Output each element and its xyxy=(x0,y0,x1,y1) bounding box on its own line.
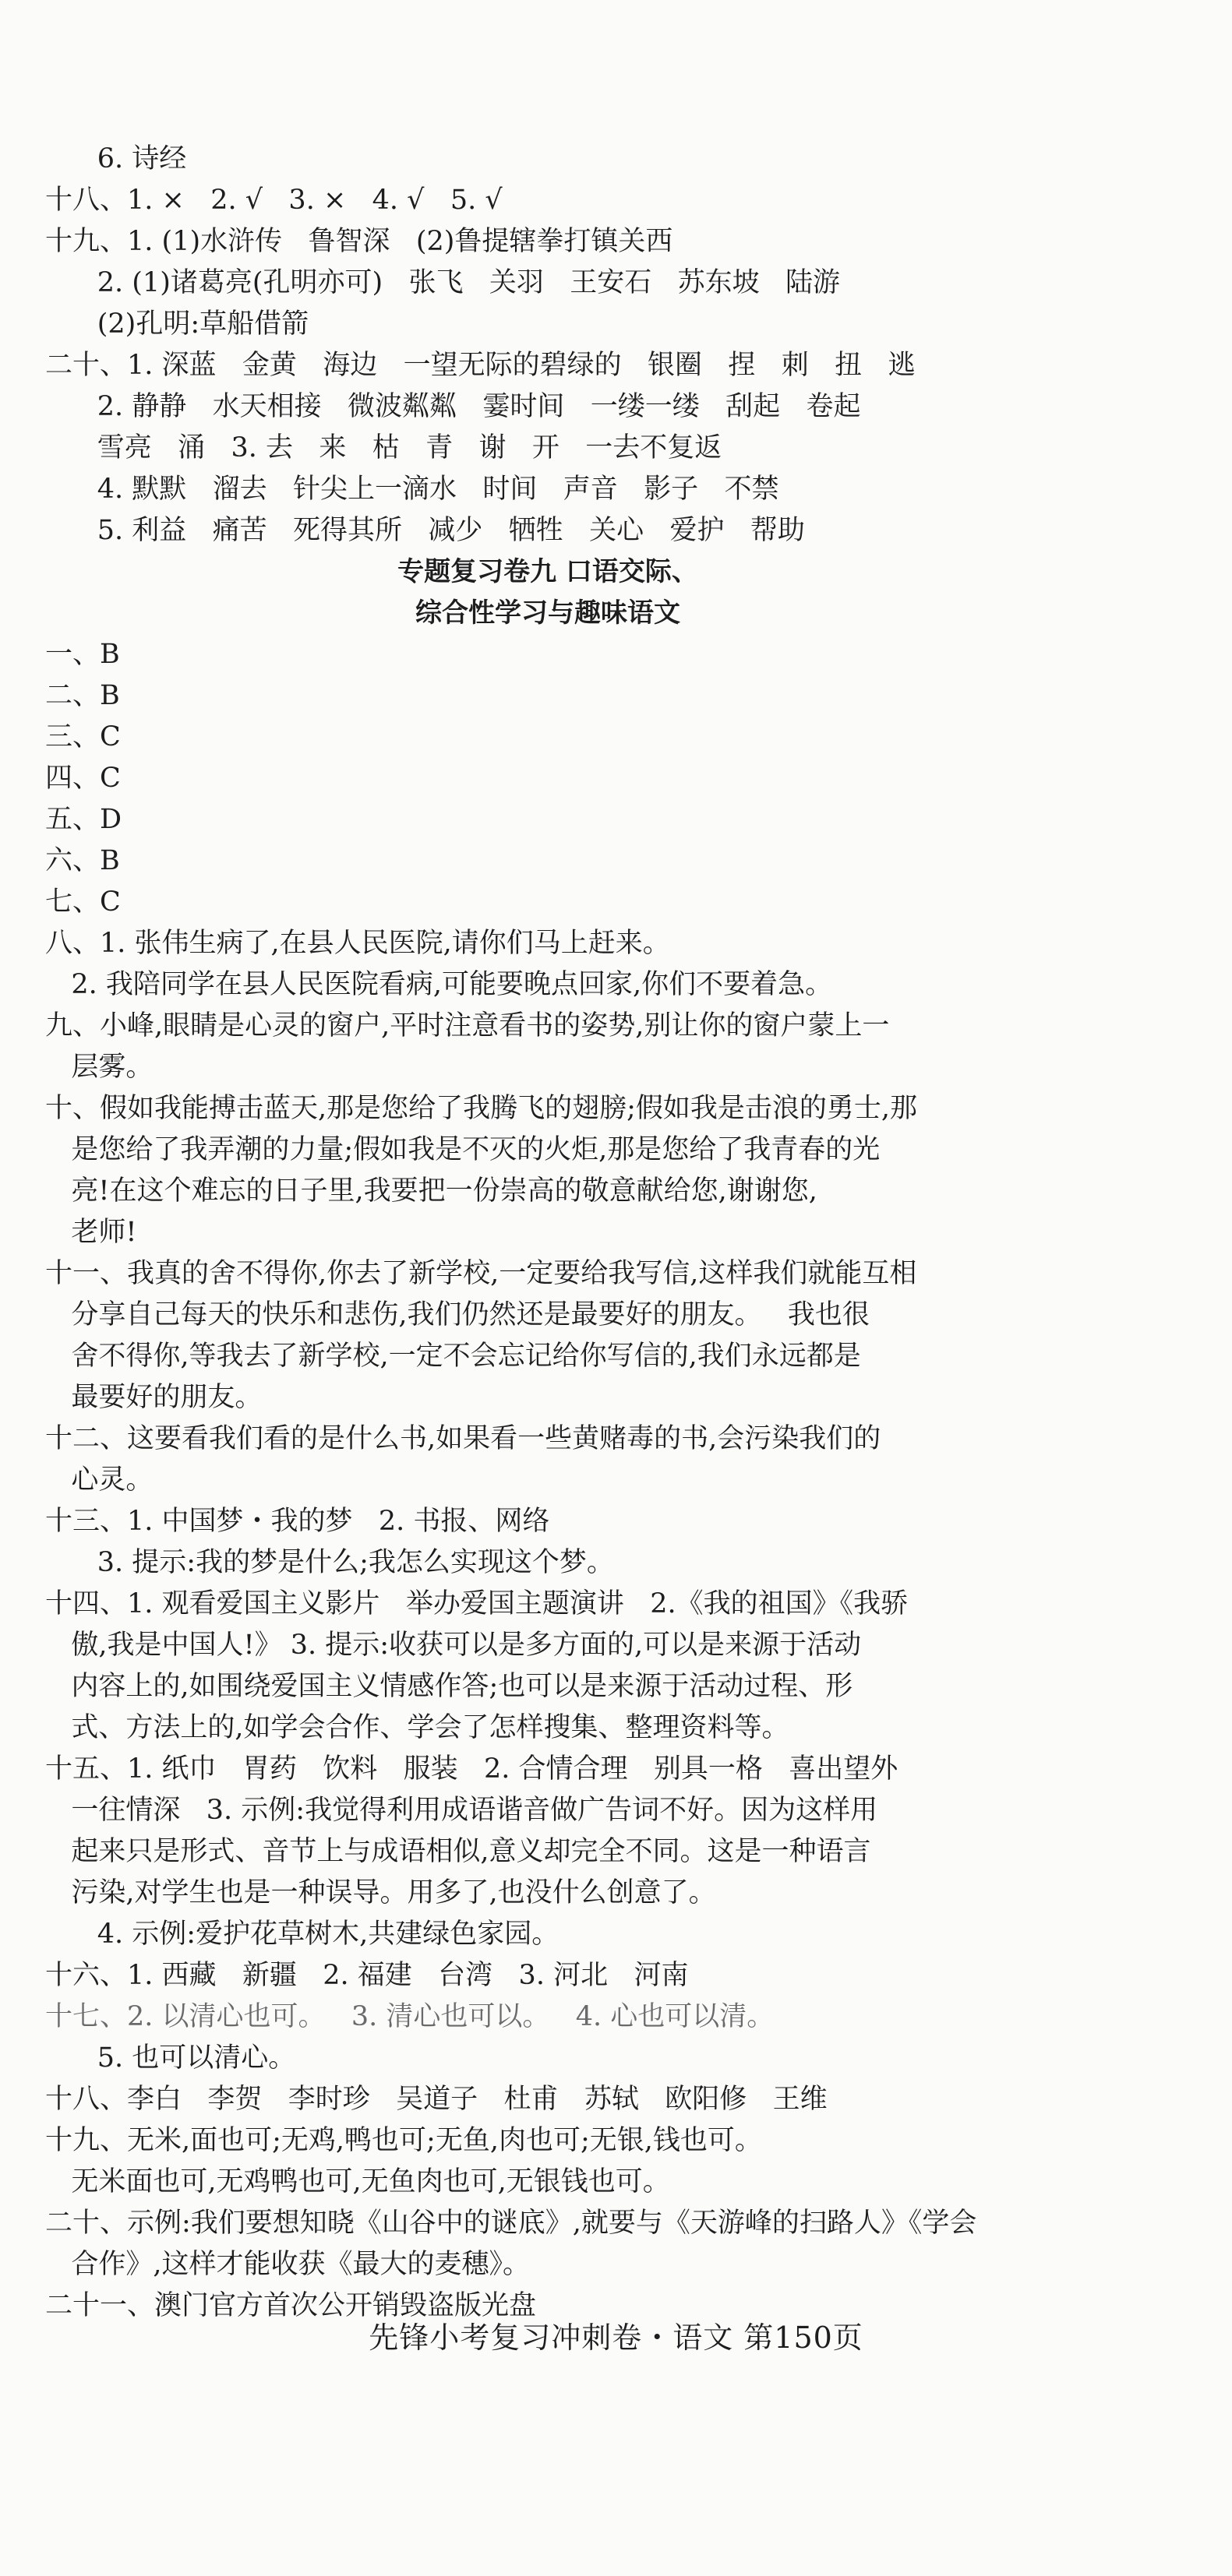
answer-line: 亮!在这个难忘的日子里,我要把一份崇高的敬意献给您,谢谢您, xyxy=(45,1175,817,1207)
section-title: 专题复习卷九 口语交际、 xyxy=(397,556,698,587)
answer-line: 十三、1. 中国梦・我的梦 2. 书报、网络 xyxy=(45,1506,550,1537)
answer-line: 分享自己每天的快乐和悲伤,我们仍然还是最要好的朋友。 我也很 xyxy=(45,1299,870,1330)
section-subtitle: 综合性学习与趣味语文 xyxy=(415,597,680,629)
answer-line: 是您给了我弄潮的力量;假如我是不灭的火炬,那是您给了我青春的光 xyxy=(45,1134,881,1165)
answer-line: 二十、1. 深蓝 金黄 海边 一望无际的碧绿的 银圈 捏 刺 扭 逃 xyxy=(45,350,916,381)
answer-line: 七、C xyxy=(45,886,121,918)
answer-line: 十四、1. 观看爱国主义影片 举办爱国主题演讲 2.《我的祖国》《我骄 xyxy=(45,1588,909,1619)
answer-line: 九、小峰,眼睛是心灵的窗户,平时注意看书的姿势,别让你的窗户蒙上一 xyxy=(45,1010,890,1041)
answer-line: (2)孔明:草船借箭 xyxy=(45,308,309,340)
answer-line: 2. 静静 水天相接 微波粼粼 霎时间 一缕一缕 刮起 卷起 xyxy=(45,391,861,422)
answer-content xyxy=(45,139,1050,2327)
answer-line: 5. 利益 痛苦 死得其所 减少 牺牲 关心 爱护 帮助 xyxy=(45,515,805,546)
answer-line: 一、B xyxy=(45,639,120,670)
answer-line: 3. 提示:我的梦是什么;我怎么实现这个梦。 xyxy=(45,1547,614,1578)
answer-line: 十二、这要看我们看的是什么书,如果看一些黄赌毒的书,会污染我们的 xyxy=(45,1423,881,1454)
answer-line: 十一、我真的舍不得你,你去了新学校,一定要给我写信,这样我们就能互相 xyxy=(45,1258,917,1289)
answer-line: 四、C xyxy=(45,763,121,794)
answer-line: 层雾。 xyxy=(45,1052,154,1083)
answer-line: 污染,对学生也是一种误导。用多了,也没什么创意了。 xyxy=(45,1877,716,1908)
answer-line: 6. 诗经 xyxy=(45,143,187,174)
answer-line: 五、D xyxy=(45,804,122,835)
answer-line: 4. 默默 溜去 针尖上一滴水 时间 声音 影子 不禁 xyxy=(45,474,779,505)
answer-line: 式、方法上的,如学会合作、学会了怎样搜集、整理资料等。 xyxy=(45,1712,789,1743)
answer-line: 二、B xyxy=(45,680,120,711)
answer-line: 心灵。 xyxy=(45,1464,154,1496)
answer-line: 合作》,这样才能收获《最大的麦穗》。 xyxy=(45,2249,531,2280)
answer-line: 十八、1. × 2. √ 3. × 4. √ 5. √ xyxy=(45,185,503,216)
answer-line: 二十、示例:我们要想知晓《山谷中的谜底》,就要与《天游峰的扫路人》《学会 xyxy=(45,2208,977,2239)
answer-line: 最要好的朋友。 xyxy=(45,1382,263,1413)
answer-line: 4. 示例:爱护花草树木,共建绿色家园。 xyxy=(45,1919,560,1950)
answer-line: 无米面也可,无鸡鸭也可,无鱼肉也可,无银钱也可。 xyxy=(45,2166,670,2197)
answer-line: 二十一、澳门官方首次公开销毁盗版光盘 xyxy=(45,2290,537,2321)
answer-line: 内容上的,如围绕爱国主义情感作答;也可以是来源于活动过程、形 xyxy=(45,1671,853,1702)
answer-line: 十八、李白 李贺 李时珍 吴道子 杜甫 苏轼 欧阳修 王维 xyxy=(45,2084,828,2115)
answer-line: 2. (1)诸葛亮(孔明亦可) 张飞 关羽 王安石 苏东坡 陆游 xyxy=(45,267,841,298)
page-footer: 先锋小考复习冲刺卷・语文 第150页 xyxy=(369,2321,863,2355)
answer-line: 起来只是形式、音节上与成语相似,意义却完全不同。这是一种语言 xyxy=(45,1836,871,1867)
answer-line: 2. 我陪同学在县人民医院看病,可能要晚点回家,你们不要着急。 xyxy=(45,969,833,1000)
answer-line: 5. 也可以清心。 xyxy=(45,2042,296,2074)
answer-line: 老师! xyxy=(45,1217,137,1248)
answer-line: 舍不得你,等我去了新学校,一定不会忘记给你写信的,我们永远都是 xyxy=(45,1341,861,1372)
answer-line: 十七、2. 以清心也可。 3. 清心也可以。 4. 心也可以清。 xyxy=(45,2001,775,2032)
answer-line: 十九、无米,面也可;无鸡,鸭也可;无鱼,肉也可;无银,钱也可。 xyxy=(45,2125,762,2156)
answer-line: 六、B xyxy=(45,845,120,876)
answer-line: 雪亮 涌 3. 去 来 枯 青 谢 开 一去不复返 xyxy=(45,432,722,463)
answer-line: 八、1. 张伟生病了,在县人民医院,请你们马上赶来。 xyxy=(45,928,670,959)
answer-line: 十五、1. 纸巾 胃药 饮料 服装 2. 合情合理 别具一格 喜出望外 xyxy=(45,1753,898,1785)
answer-line: 十九、1. (1)水浒传 鲁智深 (2)鲁提辖拳打镇关西 xyxy=(45,226,673,257)
answer-line: 傲,我是中国人!》 3. 提示:收获可以是多方面的,可以是来源于活动 xyxy=(45,1630,862,1661)
answer-line: 十、假如我能搏击蓝天,那是您给了我腾飞的翅膀;假如我是击浪的勇士,那 xyxy=(45,1093,918,1124)
answer-line: 十六、1. 西藏 新疆 2. 福建 台湾 3. 河北 河南 xyxy=(45,1960,689,1991)
answer-line: 一往情深 3. 示例:我觉得利用成语谐音做广告词不好。因为这样用 xyxy=(45,1795,878,1826)
answer-line: 三、C xyxy=(45,721,121,752)
